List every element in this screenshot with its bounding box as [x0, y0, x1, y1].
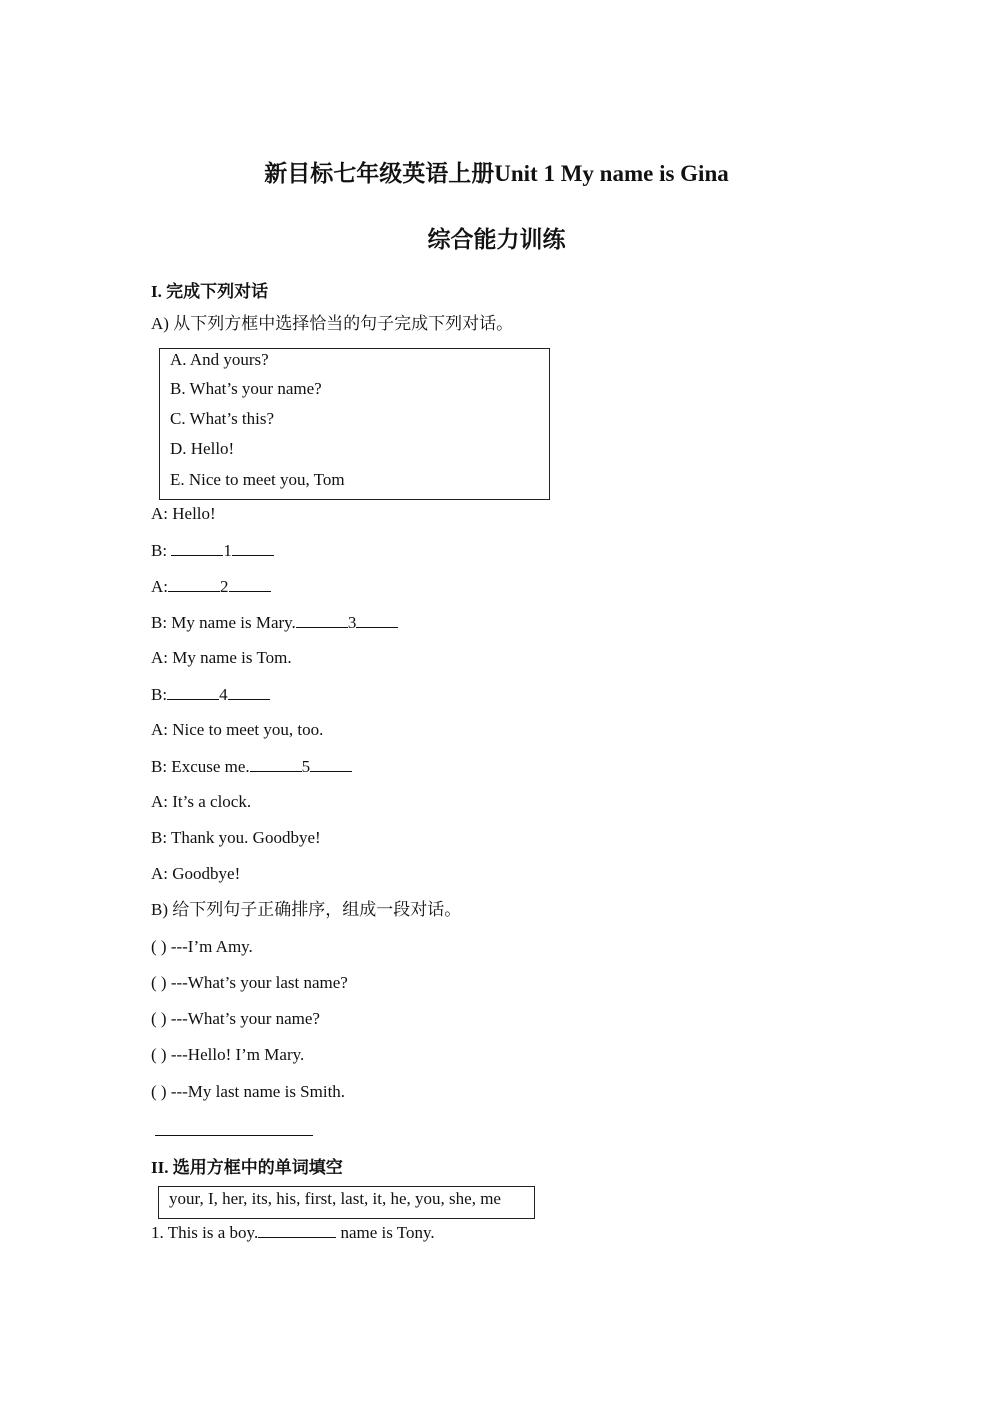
answer-blank[interactable]	[232, 539, 274, 556]
dialogue-text: B: Thank you. Goodbye!	[151, 828, 321, 847]
answer-blank[interactable]	[356, 611, 398, 628]
answer-blank[interactable]	[167, 683, 219, 700]
word-box	[158, 1186, 535, 1219]
dialogue-text: B:	[151, 541, 172, 560]
dialogue-text: A: Nice to meet you, too.	[151, 720, 324, 739]
question-1	[151, 1221, 435, 1244]
ordering-item: ( ) ---Hello! I’m Mary.	[151, 1045, 305, 1064]
blank-number: 5	[301, 757, 311, 776]
option-d: D. Hello!	[170, 439, 235, 458]
answer-blank[interactable]	[168, 575, 220, 592]
dialogue-line	[151, 611, 398, 634]
answer-blank[interactable]	[310, 755, 352, 772]
section-2-heading: II. 选用方框中的单词填空	[151, 1158, 343, 1177]
section-1-heading: I. 完成下列对话	[151, 282, 269, 301]
option-c: C. What’s this?	[170, 409, 275, 428]
answer-blank[interactable]	[250, 755, 302, 772]
option-b: B. What’s your name?	[170, 379, 322, 398]
dialogue-text: B: Excuse me.	[151, 757, 250, 776]
dialogue-text: A: It’s a clock.	[151, 792, 252, 811]
dialogue-line	[151, 791, 251, 813]
document-subtitle: 综合能力训练	[427, 227, 566, 252]
dialogue-line	[151, 827, 321, 849]
blank-number: 3	[347, 613, 357, 632]
dialogue-text: B: My name is Mary.	[151, 613, 296, 632]
dialogue-text: A: Goodbye!	[151, 864, 241, 883]
option-e: E. Nice to meet you, Tom	[170, 470, 345, 489]
ordering-item: ( ) ---I’m Amy.	[151, 937, 253, 956]
dialogue-line	[151, 863, 240, 885]
blank-number: 4	[219, 685, 228, 704]
dialogue-line	[151, 683, 270, 706]
dialogue-text: B:	[151, 685, 168, 704]
option-a: A. And yours?	[170, 350, 269, 369]
word-list: your, I, her, its, his, first, last, it, he, you, she, me	[169, 1189, 501, 1208]
dialogue-text: A:	[151, 577, 168, 596]
blank-number: 2	[220, 577, 229, 596]
blank-number: 1	[223, 541, 232, 560]
dialogue-text: A: My name is Tom.	[151, 648, 292, 667]
part-a-instruction: A) 从下列方框中选择恰当的句子完成下列对话。	[151, 314, 514, 333]
dialogue-line	[151, 719, 323, 741]
options-box	[159, 348, 550, 500]
dialogue-line	[151, 575, 271, 598]
ordering-item: ( ) ---What’s your last name?	[151, 973, 348, 992]
answer-blank[interactable]	[296, 611, 348, 628]
dialogue-text: A: Hello!	[151, 504, 216, 523]
question-text: 1. This is a boy.	[151, 1223, 259, 1242]
dialogue-line	[151, 539, 274, 562]
part-b-instruction: B) 给下列句子正确排序，组成一段对话。	[151, 900, 462, 919]
dialogue-line	[151, 503, 216, 525]
answer-blank[interactable]	[171, 539, 223, 556]
answer-blank[interactable]	[229, 575, 271, 592]
ordering-item: ( ) ---My last name is Smith.	[151, 1082, 346, 1101]
dialogue-line	[151, 647, 292, 669]
document-title: 新目标七年级英语上册Unit 1 My name is Gina	[264, 161, 729, 186]
dialogue-line	[151, 755, 352, 778]
answer-line[interactable]	[155, 1135, 313, 1136]
ordering-item: ( ) ---What’s your name?	[151, 1009, 320, 1028]
question-text: name is Tony.	[336, 1223, 435, 1242]
answer-blank[interactable]	[258, 1221, 336, 1238]
answer-blank[interactable]	[228, 683, 270, 700]
